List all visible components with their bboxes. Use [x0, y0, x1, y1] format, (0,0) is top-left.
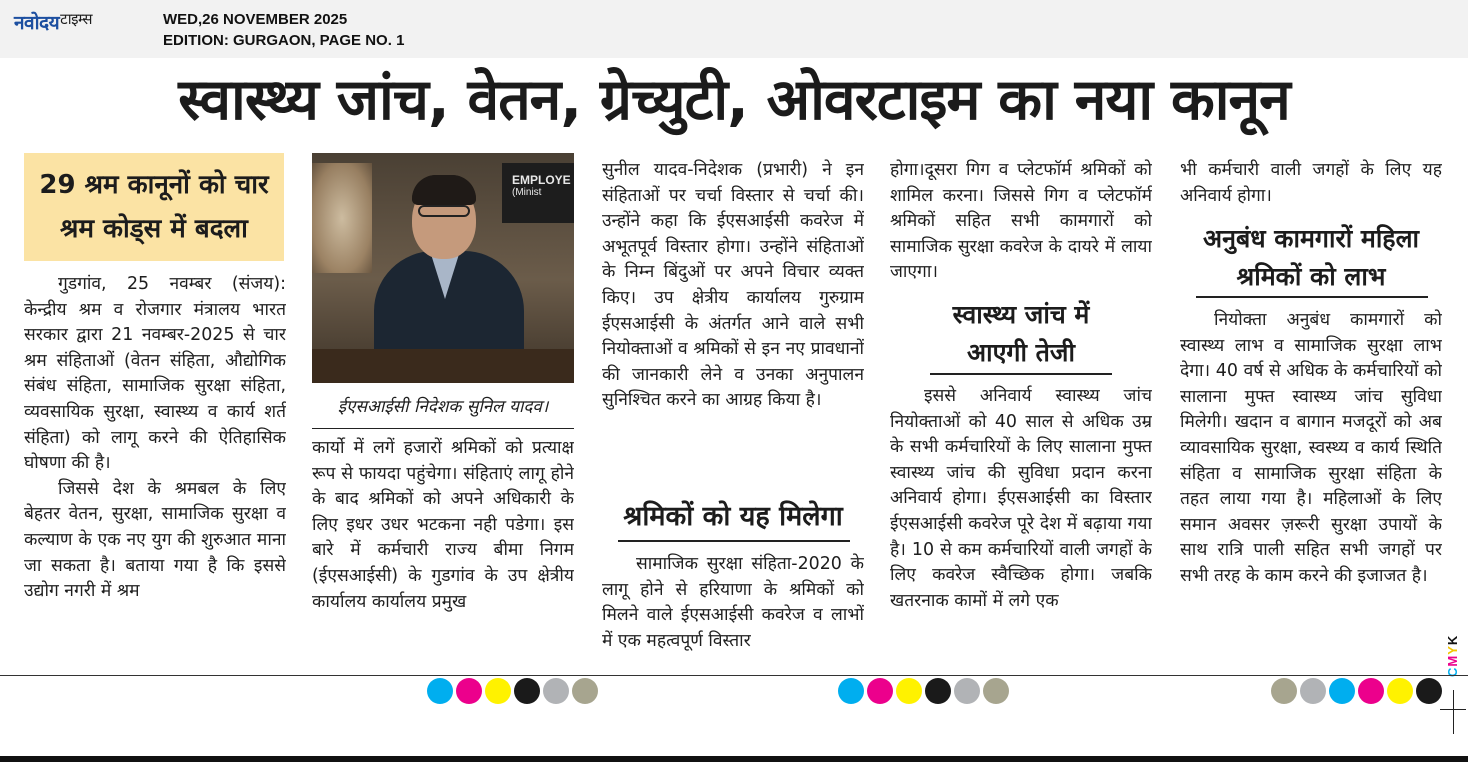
paragraph: इससे अनिवार्य स्वास्थ्य जांच नियोक्ताओं को 40 साल से अधिक उम्र के सभी कर्मचारियों के लिए सालाना मुफ्त स्वास्थ्य जांच की सुविधा प्रदान करना अनिवार्य होगा। ईएसआईसी का विस्तार ईएसआईसी कवरेज पूरे देश में बढ़ाया गया है। 10 से कम कर्मचारियों वाली जगहों के लिए कवरेज स्वैच्छिक होगा। जबकि खतरनाक कामों में लगे एक: [890, 386, 1152, 611]
paragraph: होगा।दूसरा गिग व प्लेटफॉर्म श्रमिकों को शामिल करना। जिससे गिग व प्लेटफॉर्म श्रमिकों सहित सभी कामगारों को सामाजिक सुरक्षा कवरेज के दायरे में लाया जाएगा।: [890, 160, 1152, 283]
glasses-icon: [418, 205, 470, 217]
subheading-line-1: अनुबंध कामगारों महिला: [1202, 224, 1420, 253]
swatch-yellow-icon: [485, 678, 511, 704]
page-bottom-rule: [0, 675, 1468, 676]
article-column-3: [602, 158, 864, 486]
cmyk-y: Y: [1445, 645, 1460, 655]
swatch-yellow-icon: [896, 678, 922, 704]
paragraph: सुनील यादव-निदेशक (प्रभारी) ने इन संहिताओं पर चर्चा विस्तार से चर्चा की। उन्होंने कहा कि ईएसआईसी कवरेज में अभूतपूर्व विस्तार होगा। उन्होंने संहिताओं के निम्न बिंदुओं पर अपने विचार व्यक्त किए। उप क्षेत्रीय कार्यालय गुरुग्राम ईएसआईसी के अंतर्गत आने वाले सभी नियोक्ताओं व श्रमिकों से इन नए प्रावधानों की जानकारी लेने व उनका अनुपालन सुनिश्चित करने का आग्रह किया है।: [602, 160, 864, 411]
paragraph: नियोक्ता अनुबंध कामगारों को स्वास्थ्य लाभ व सामाजिक सुरक्षा लाभ देगा। 40 वर्ष से अधिक के कर्मचारियों को सालाना मुफ्त स्वास्थ्य जांच सुविधा मिलेगी। खदान व बागान मजदूरों को अब व्यावसायिक सुरक्षा, स्वस्थ्य व कार्य स्थिति संहिता व सामाजिक सुरक्षा संहिता के तहत लाया गया है। महिलाओं के लिए समान अवसर ज़रूरी सुरक्षा उपायों के साथ रात्रि पाली सहित सभी जगहों पर सभी तरह के काम करने की इजाजत है।: [1180, 310, 1442, 586]
publication-date: WED,26 NOVEMBER 2025: [163, 11, 348, 28]
cmyk-k: K: [1445, 634, 1460, 646]
swatch-olive-icon: [572, 678, 598, 704]
article-column-2: [312, 436, 574, 664]
subheading-contract-workers: [1180, 220, 1442, 296]
cmyk-m: M: [1445, 654, 1460, 667]
paragraph: भी कर्मचारी वाली जगहों के लिए यह अनिवार्य होगा।: [1180, 160, 1442, 206]
desk-shape: [312, 349, 574, 383]
subheading-line-1: स्वास्थ्य जांच में: [952, 300, 1090, 329]
crop-mark-icon: [1440, 709, 1466, 710]
color-bar-center: [838, 678, 1009, 706]
kicker-line-2: श्रम कोड्स में बदला: [60, 214, 248, 244]
swatch-black-icon: [925, 678, 951, 704]
photo-caption: ईएसआईसी निदेशक सुनिल यादव।: [337, 397, 549, 417]
swatch-magenta-icon: [867, 678, 893, 704]
swatch-black-icon: [1416, 678, 1442, 704]
paragraph: कार्यो में लगें हजारों श्रमिकों को प्रत्याक्ष रूप से फायदा पहुंचेगा। संहिताएं लागू होने के बाद श्रमिकों को अपने अधिकारी के लिए इधर उधर भटकना नही पडेगा। इस बारे में कर्मचारी राज्य बीमा निगम (ईएसआईसी) के गुडगांव के उप क्षेत्रीय कार्यालय कार्यालय प्रमुख: [312, 438, 574, 612]
swatch-gray-icon: [543, 678, 569, 704]
article-column-1: [24, 272, 286, 664]
lamp-shape: [312, 163, 372, 273]
cmyk-c: C: [1445, 666, 1460, 678]
edition-info: [163, 9, 404, 51]
main-headline: स्वास्थ्य जांच, वेतन, ग्रेच्युटी, ओवरटाइम का नया कानून: [178, 67, 1290, 133]
swatch-cyan-icon: [1329, 678, 1355, 704]
person-hair-top: [412, 175, 476, 205]
paragraph: जिससे देश के श्रमबल के लिए बेहतर वेतन, सुरक्षा, सामाजिक सुरक्षा व कल्याण के एक नए युग की शुरुआत माना जा सकता है। बताया गया है कि इससे उद्योग नगरी में श्रम: [24, 478, 286, 602]
edition-page: EDITION: GURGAON, PAGE NO. 1: [163, 32, 405, 49]
subheading-underline: [1196, 296, 1428, 298]
swatch-cyan-icon: [838, 678, 864, 704]
subheading-workers-benefits: श्रमिकों को यह मिलेगा: [623, 501, 843, 532]
paragraph: गुडगांव, 25 नवम्बर (संजय): केन्द्रीय श्रम व रोजगार मंत्रालय भारत सरकार द्वारा 21 नवम्बर-2025 से चार श्रम संहिताओं (वेतन संहिता, औद्योगिक संबंध संहिता, सामाजिक सुरक्षा संहिता, व्यवसायिक सुरक्षा, स्वास्थ्य व कार्य शर्त संहिता) को लागू करने की ऐतिहासिक घोषणा की है।: [24, 274, 286, 474]
swatch-yellow-icon: [1387, 678, 1413, 704]
subheading-health-checkup: [890, 296, 1152, 374]
subheading-underline: [930, 373, 1112, 375]
swatch-magenta-icon: [1358, 678, 1384, 704]
masthead-bar: [0, 0, 1468, 58]
swatch-gray-icon: [1300, 678, 1326, 704]
kicker-box: [24, 153, 284, 261]
subheading-line-2: आएगी तेजी: [967, 338, 1075, 367]
swatch-gray-icon: [954, 678, 980, 704]
board-text: EMPLOYE: [512, 173, 571, 187]
crop-mark-icon: [1453, 690, 1454, 734]
article-column-4-continued: [890, 384, 1152, 664]
paragraph: सामाजिक सुरक्षा संहिता-2020 के लागू होने से हरियाणा के श्रमिकों को मिलने वाले ईएसआईसी कवरेज व लाभों में एक महत्वपूर्ण विस्तार: [602, 554, 864, 651]
caption-divider: [312, 428, 574, 429]
subheading-underline: [618, 540, 850, 542]
swatch-olive-icon: [983, 678, 1009, 704]
article-column-3-continued: [602, 552, 864, 664]
subheading-line-2: श्रमिकों को लाभ: [1236, 262, 1386, 291]
kicker-line-1: 29 श्रम कानूनों को चार: [39, 170, 269, 200]
bottom-edge-strip: [0, 756, 1468, 762]
board-subtext: (Minist: [512, 187, 542, 198]
article-column-5: [1180, 158, 1442, 214]
article-column-5-continued: [1180, 308, 1442, 664]
newspaper-logo[interactable]: [14, 9, 92, 35]
article-column-4: [890, 158, 1152, 294]
logo-sub-text: टाइम्स: [60, 10, 92, 28]
color-bar-right: [1271, 678, 1442, 706]
swatch-magenta-icon: [456, 678, 482, 704]
color-bar-left: [427, 678, 598, 706]
swatch-cyan-icon: [427, 678, 453, 704]
swatch-black-icon: [514, 678, 540, 704]
news-photo: [312, 153, 574, 383]
office-board: [502, 163, 574, 223]
swatch-olive-icon: [1271, 678, 1297, 704]
logo-main-text: नवोदय: [14, 12, 60, 34]
